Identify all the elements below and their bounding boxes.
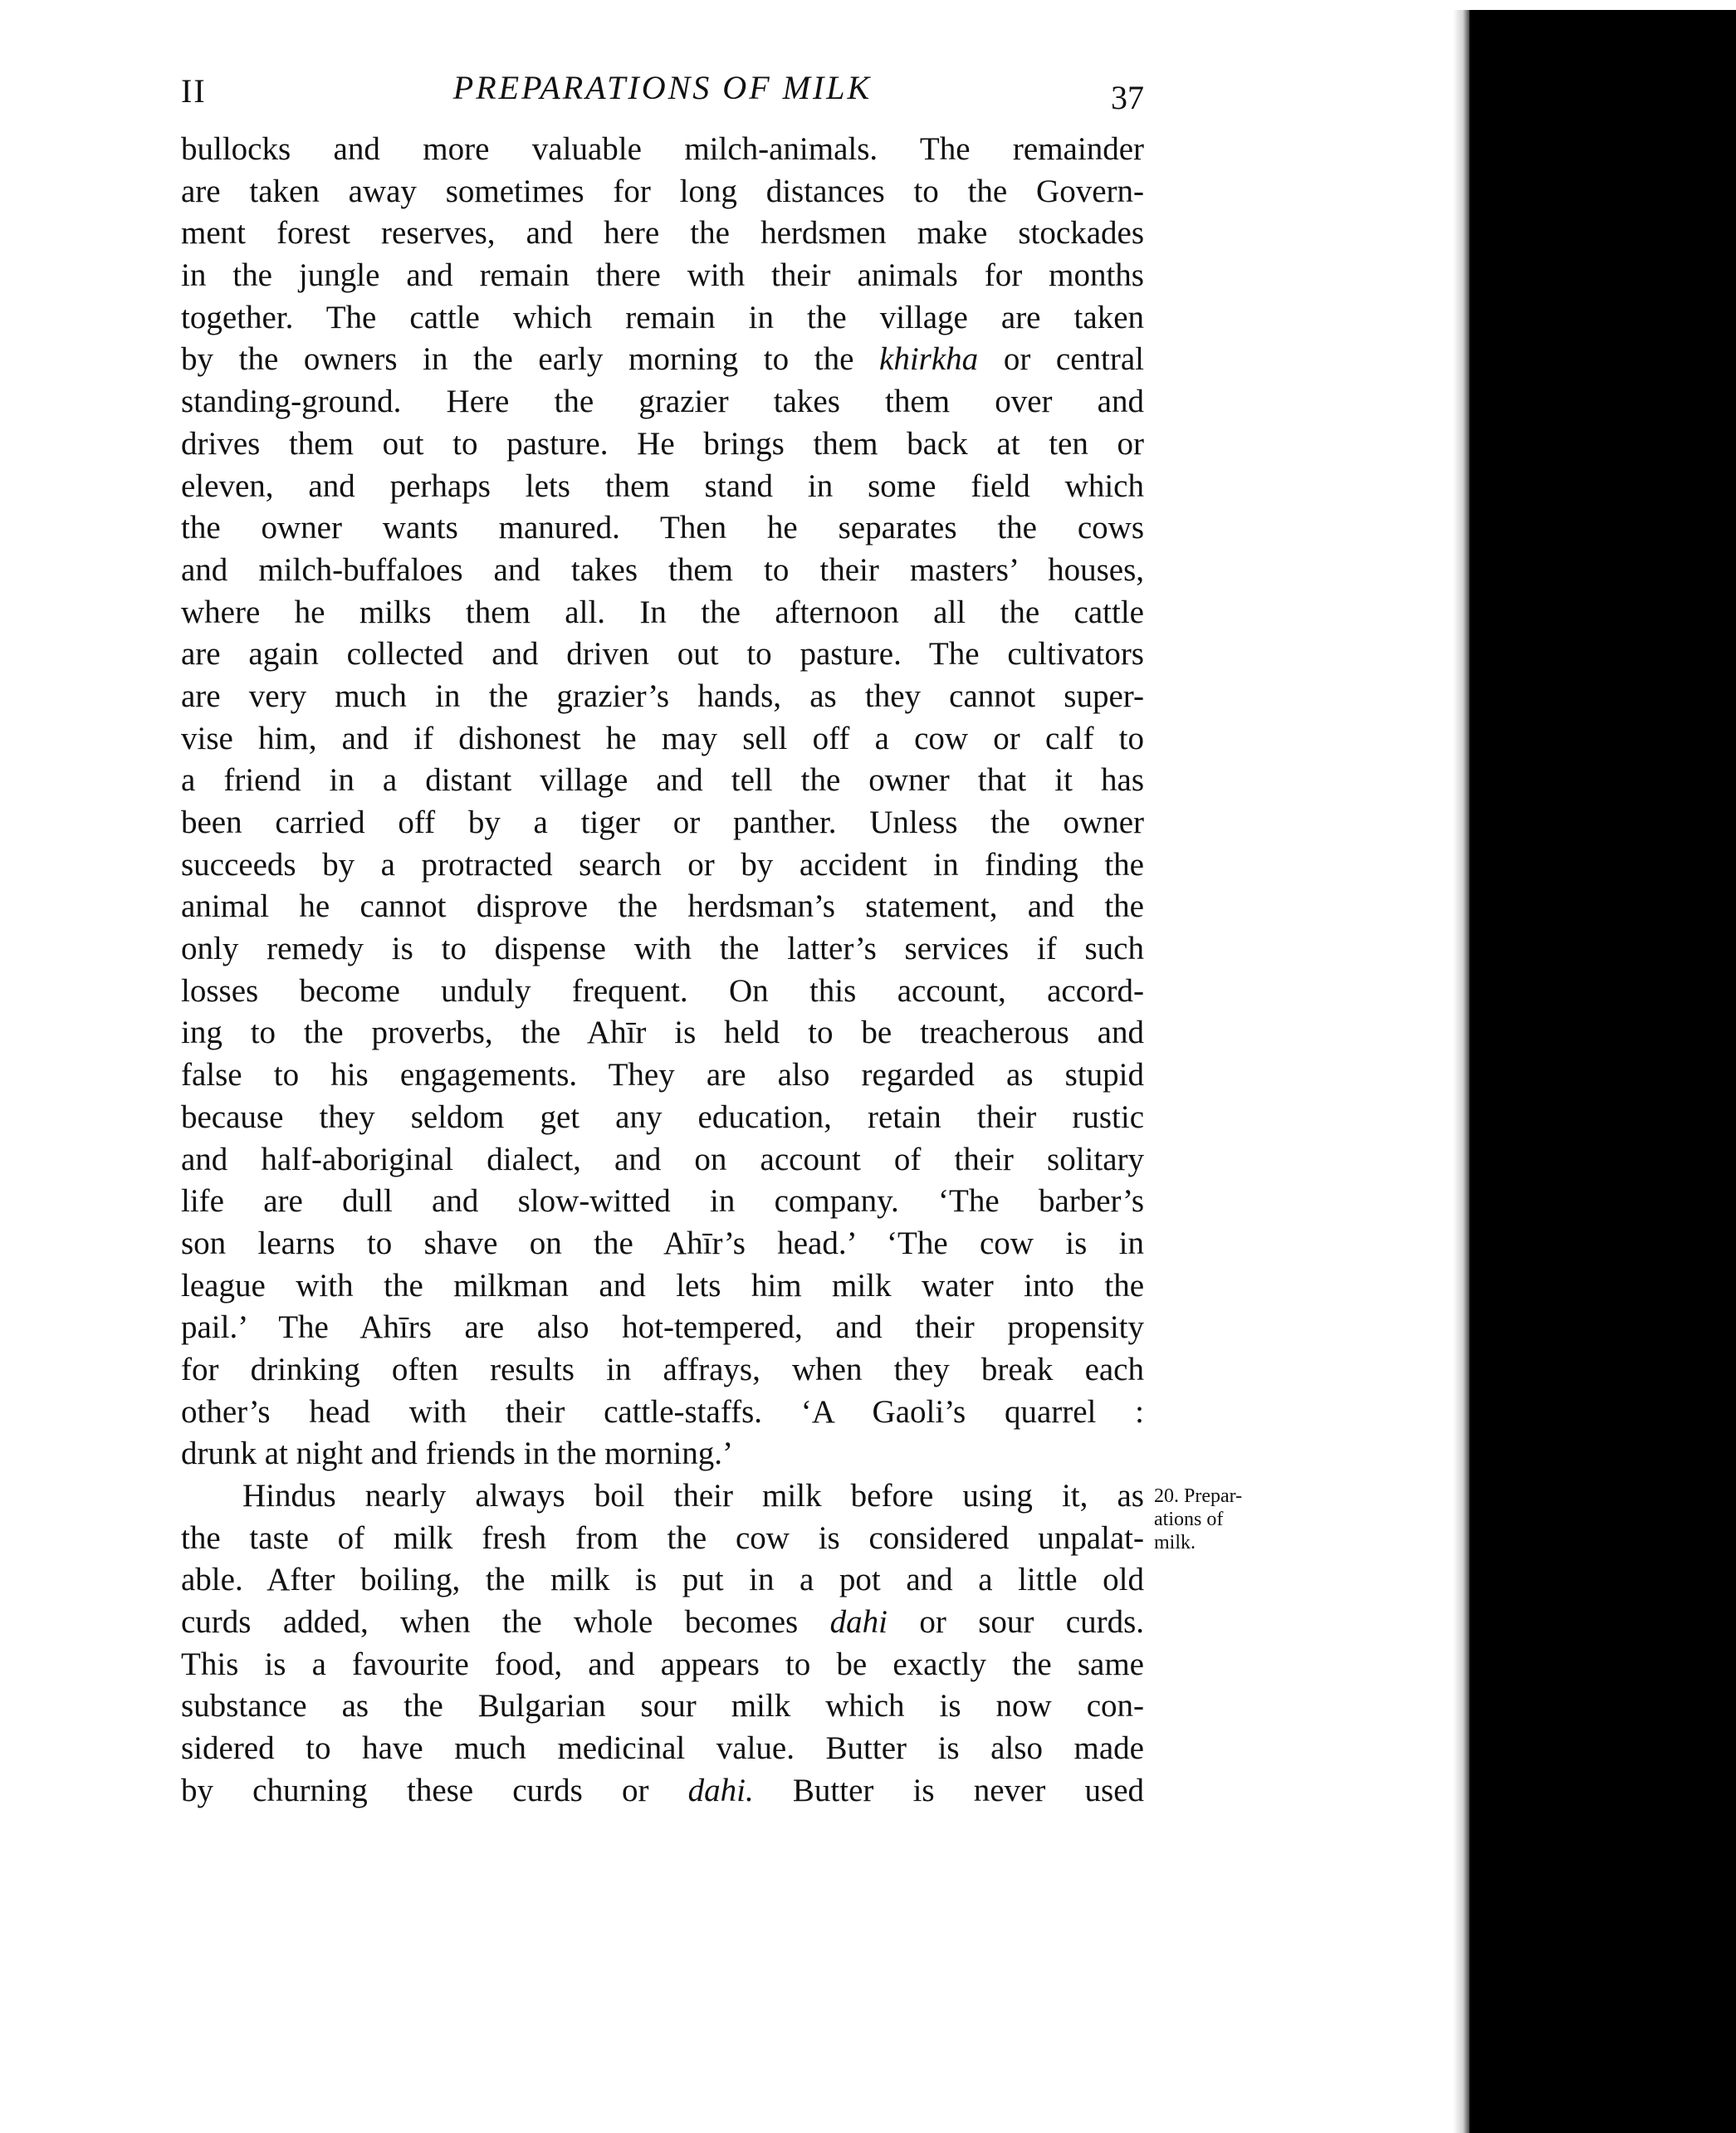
text-line: life are dull and slow-witted in company. ‘The barber’s (181, 1183, 1144, 1220)
running-head: PREPARATIONS OF MILK (452, 69, 873, 106)
text-line: ment forest reserves, and here the herdsmen make stockades (181, 215, 1144, 252)
text-segment: curds added, when the whole becomes (181, 1604, 799, 1641)
text-line: because they seldom get any education, retain their rustic (181, 1098, 1144, 1135)
text-line: losses become unduly frequent. On this account, accord- (181, 972, 1144, 1009)
text-line: in the jungle and remain there with their animals for months (181, 257, 1144, 294)
text-line: Hindus nearly always boil their milk before using it, as (242, 1478, 1144, 1514)
text-line: false to his engagements. They are also regarded as stupid (181, 1057, 1144, 1093)
text-line: This is a favourite food, and appears to be exactly the same (181, 1646, 1144, 1682)
text-line: drives them out to pasture. He brings them back at ten or (181, 425, 1144, 462)
text-line: drunk at night and friends in the morning.’ (181, 1436, 734, 1472)
text-line: league with the milkman and lets him milk water into the (181, 1267, 1144, 1304)
text-line: are taken away sometimes for long distances to the Govern- (181, 173, 1144, 209)
text-line: son learns to shave on the Ahīr’s head.’ ‘The cow is in (181, 1225, 1144, 1261)
text-line: vise him, and if dishonest he may sell off a cow or calf to (181, 720, 1144, 756)
italic-term: khirkha (879, 341, 979, 378)
italic-term: dahi (829, 1604, 888, 1641)
text-segment: Butter is never used (792, 1772, 1145, 1808)
scan-binding-dark-area (1469, 10, 1736, 2133)
text-line (181, 339, 1144, 381)
margin-note-line: ations of (1154, 1509, 1224, 1530)
text-line: the owner wants manured. Then he separates the cows (181, 510, 1144, 546)
body-text (181, 129, 1144, 1813)
text-segment: by churning these curds or (181, 1772, 649, 1808)
text-line: eleven, and perhaps lets them stand in some field which (181, 467, 1144, 504)
text-segment: or central (1003, 341, 1145, 378)
text-line: able. After boiling, the milk is put in a pot and a little old (181, 1562, 1144, 1598)
text-line: been carried off by a tiger or panther. Unless the owner (181, 805, 1144, 840)
text-line: bullocks and more valuable milch-animals. The remainder (181, 131, 1144, 167)
text-line: standing-ground. Here the grazier takes them over and (181, 384, 1144, 420)
text-line: a friend in a distant village and tell the owner that it has (181, 762, 1144, 799)
text-line: for drinking often results in affrays, when they break each (181, 1351, 1144, 1387)
page-number: 37 (1111, 79, 1144, 116)
text-line: are very much in the grazier’s hands, as they cannot super- (181, 678, 1144, 714)
text-line: succeeds by a protracted search or by accident in finding the (181, 846, 1144, 883)
text-line: and milch-buffaloes and takes them to their masters’ houses, (181, 551, 1144, 588)
text-line: only remedy is to dispense with the latter’s services if such (181, 931, 1144, 967)
text-line: other’s head with their cattle-staffs. ‘A Gaoli’s quarrel : (181, 1393, 1144, 1430)
text-line: and half-aboriginal dialect, and on account of their solitary (181, 1141, 1144, 1177)
italic-term: dahi. (687, 1772, 754, 1808)
margin-note-line: 20. Prepar- (1154, 1485, 1243, 1507)
page-header (181, 68, 1144, 118)
text-line: are again collected and driven out to pasture. The cultivators (181, 636, 1144, 673)
margin-note (1154, 1485, 1279, 1554)
text-line: sidered to have much medicinal value. Butter is also made (181, 1730, 1144, 1767)
text-line: the taste of milk fresh from the cow is considered unpalat- (181, 1519, 1144, 1556)
text-line (181, 1770, 1144, 1813)
text-line: substance as the Bulgarian sour milk which is now con- (181, 1688, 1144, 1725)
text-line: together. The cattle which remain in the village are taken (181, 299, 1144, 335)
text-line (181, 1602, 1144, 1644)
text-line: where he milks them all. In the afternoon all the cattle (181, 594, 1144, 630)
text-line: pail.’ The Ahīrs are also hot-tempered, and their propensity (181, 1309, 1144, 1346)
margin-note-line: milk. (1154, 1532, 1196, 1553)
section-number: II (181, 72, 207, 110)
text-segment: by the owners in the early morning to the (181, 341, 854, 378)
text-line: animal he cannot disprove the herdsman’s statement, and the (181, 888, 1144, 925)
binding-edge-shadow (1453, 10, 1471, 2133)
text-segment: or sour curds. (919, 1604, 1145, 1641)
text-line: ing to the proverbs, the Ahīr is held to be treacherous and (181, 1015, 1144, 1051)
